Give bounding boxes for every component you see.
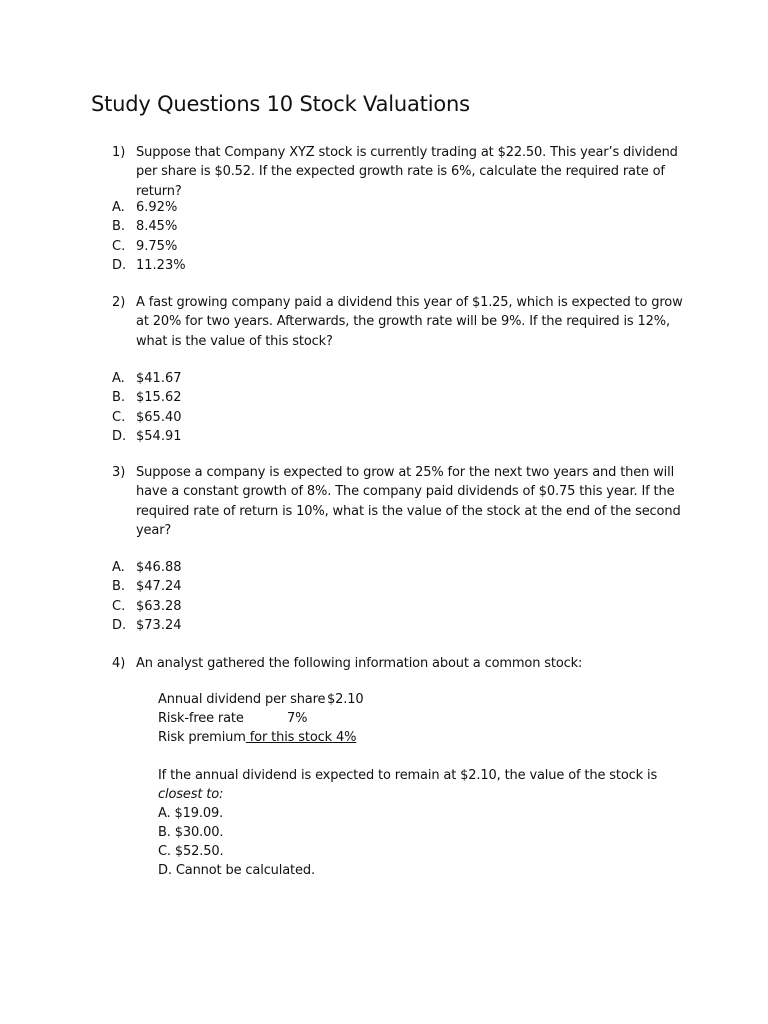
question-1-options	[112, 198, 186, 275]
answer-choice: C. $52.50.	[158, 844, 224, 859]
option-text: $73.24	[136, 617, 182, 633]
question-text: Suppose a company is expected to grow at 25% for the next two years and then will have a constant growth of 8%. The company paid dividends of $0.75 this year. If the required rate of return is 10%, what is the value of the stock at the end of the second year?	[136, 465, 681, 538]
answer-choice: D. Cannot be calculated.	[158, 863, 315, 878]
option-text: $63.28	[136, 598, 182, 614]
premium-label: Risk premium	[158, 730, 246, 745]
riskfree-value: 7%	[287, 711, 308, 726]
question-4-prompt	[158, 766, 688, 880]
question-text: An analyst gathered the following information about a common stock:	[136, 656, 583, 671]
option-text: $41.67	[136, 371, 182, 386]
prompt-main: If the annual dividend is expected to remain at $2.10, the value of the stock is	[158, 768, 658, 783]
option-letter: A.	[112, 200, 125, 215]
question-3-options	[112, 558, 182, 635]
option-item	[112, 237, 186, 256]
premium-value: for this stock 4%	[245, 730, 357, 745]
option-letter: C.	[112, 598, 126, 614]
option-letter: D.	[112, 428, 127, 444]
option-letter: B.	[112, 390, 126, 406]
option-letter: D.	[112, 257, 127, 273]
option-item	[112, 558, 182, 577]
question-number: 2)	[112, 295, 126, 310]
answer-choice: A. $19.09.	[158, 806, 224, 821]
document-title: Study Questions 10 Stock Valuations	[91, 92, 470, 116]
option-item	[112, 369, 182, 388]
dividend-value: $2.10	[327, 692, 364, 707]
option-item	[112, 388, 182, 407]
option-item	[112, 408, 182, 427]
question-1	[112, 143, 692, 201]
option-letter: B.	[112, 219, 126, 235]
option-text: 8.45%	[136, 219, 178, 235]
question-2	[112, 293, 692, 351]
option-item	[112, 198, 186, 217]
option-letter: B.	[112, 579, 126, 595]
option-item	[112, 427, 182, 446]
option-text: $65.40	[136, 409, 182, 425]
option-text: $46.88	[136, 560, 182, 575]
option-letter: C.	[112, 409, 126, 425]
question-2-options	[112, 369, 182, 446]
question-text: Suppose that Company XYZ stock is currently trading at $22.50. This year’s dividend per share is $0.52. If the expected growth rate is 6%, calculate the required rate of return?	[136, 145, 678, 199]
option-item	[112, 616, 182, 635]
option-text: $54.91	[136, 428, 182, 444]
question-number: 3)	[112, 465, 126, 480]
question-number: 1)	[112, 145, 126, 160]
premium-row	[158, 728, 356, 747]
option-item	[112, 597, 182, 616]
option-text: $47.24	[136, 579, 182, 595]
riskfree-label: Risk-free rate	[158, 711, 244, 726]
stock-info-block	[158, 690, 364, 747]
option-text: 9.75%	[136, 238, 178, 254]
question-number: 4)	[112, 656, 126, 671]
riskfree-row	[158, 709, 356, 728]
prompt-text	[158, 766, 688, 804]
option-item	[112, 577, 182, 596]
prompt-emphasis: closest to:	[158, 787, 224, 802]
question-3	[112, 463, 692, 540]
option-text: $15.62	[136, 390, 182, 406]
option-letter: A.	[112, 560, 125, 575]
dividend-row	[158, 690, 364, 709]
question-text: A fast growing company paid a dividend this year of $1.25, which is expected to grow at 20% for two years. Afterwards, the growth rate will be 9%. If the required is 12%, what is the value of this stock?	[136, 295, 683, 349]
option-letter: D.	[112, 617, 127, 633]
option-letter: C.	[112, 238, 126, 254]
answer-choice: B. $30.00.	[158, 825, 224, 840]
option-item	[112, 217, 186, 236]
dividend-label: Annual dividend per share	[158, 692, 326, 707]
option-text: 11.23%	[136, 257, 186, 273]
option-letter: A.	[112, 371, 125, 386]
option-text: 6.92%	[136, 200, 178, 215]
option-item	[112, 256, 186, 275]
question-4	[112, 654, 692, 673]
